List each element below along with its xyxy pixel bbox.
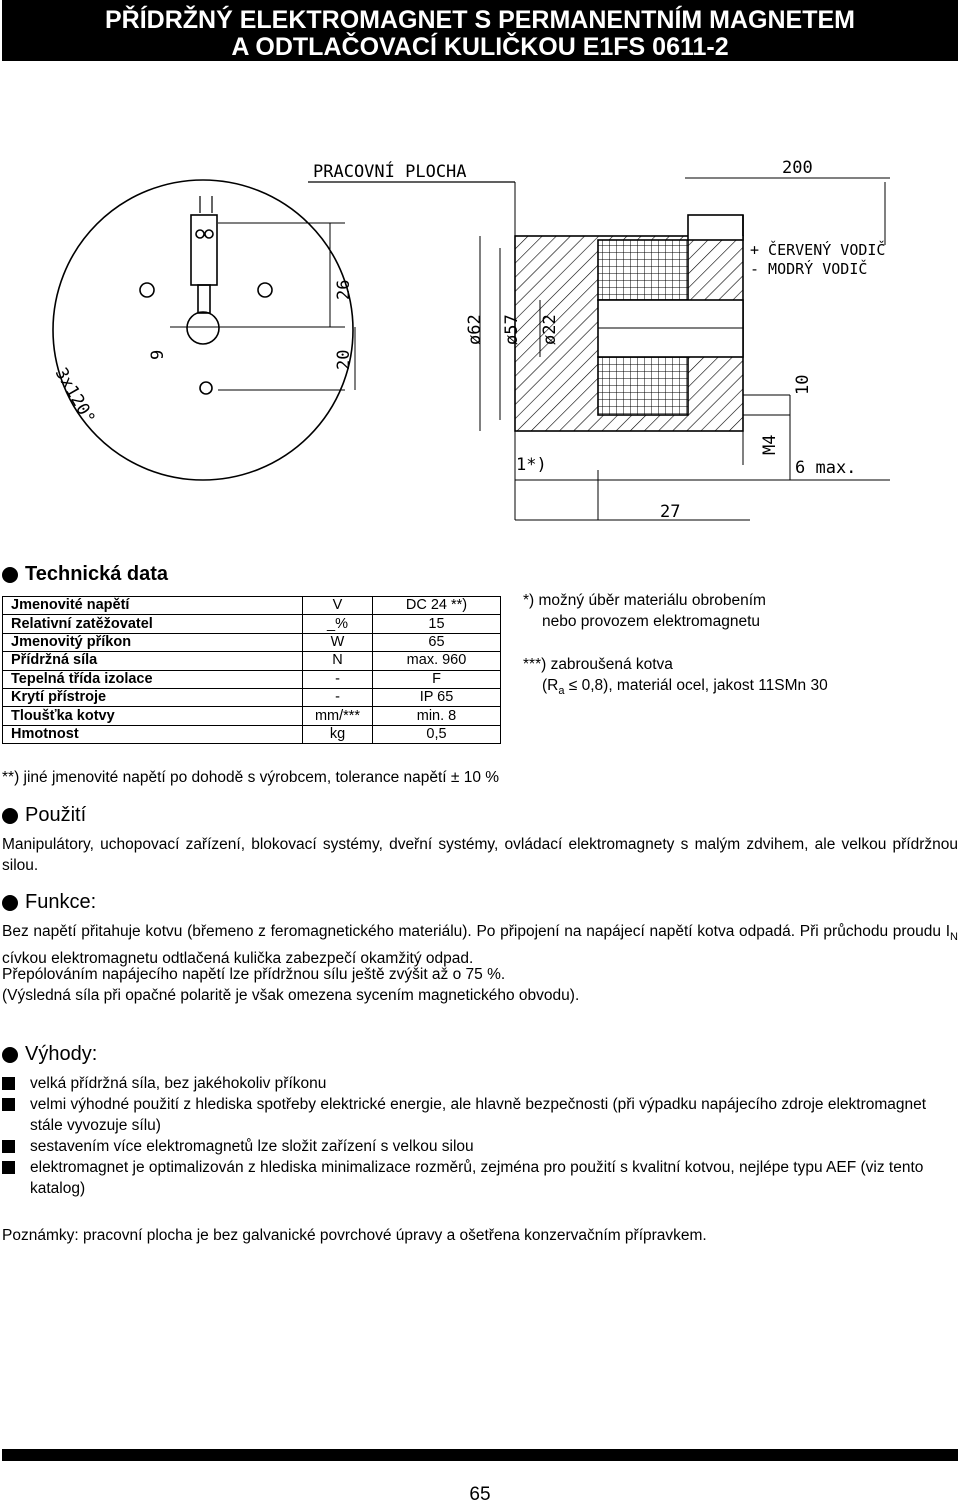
dim-d62: ø62	[465, 314, 485, 345]
note-star3-post: ≤ 0,8), materiál ocel, jakost 11SMn 30	[564, 677, 828, 694]
funkce-p1-b: cívkou elektromagnetu odtlačená kulička zabezpečí okamžitý odpad.	[2, 950, 474, 968]
funkce-paragraph-1	[2, 921, 958, 969]
cell-unit: mm/***	[303, 707, 373, 725]
list-item-text: velká přídržná síla, bez jakéhokoliv příkonu	[30, 1075, 327, 1092]
table-row	[3, 615, 501, 633]
dim-angle: 3x120°	[50, 364, 99, 428]
page-number: 65	[469, 1484, 491, 1505]
terminal-block	[191, 215, 217, 285]
dim-6max: 6 max.	[795, 458, 857, 478]
note-star3	[523, 654, 828, 702]
cell-value: 65	[373, 633, 501, 651]
cell-value: 15	[373, 615, 501, 633]
section-pouziti	[0, 804, 86, 827]
bullet-icon	[2, 567, 18, 583]
square-bullet-icon	[2, 1098, 15, 1111]
mount-hole-left	[140, 283, 154, 297]
table-row	[3, 652, 501, 670]
note-star3-sub: a	[558, 685, 565, 698]
section-technical-data	[0, 563, 168, 586]
cell-unit: N	[303, 652, 373, 670]
cell-value: DC 24 **)	[373, 597, 501, 615]
note-star1-line2: nebo provozem elektromagnetu	[542, 613, 760, 630]
funkce-paragraph-2: Přepólováním napájecího napětí lze přídržnou sílu ještě zvýšit až o 75 %.	[2, 966, 506, 983]
funkce-paragraph-3: (Výsledná síla při opačné polaritě je však omezena sycením magnetického obvodu).	[2, 987, 580, 1004]
cell-value: min. 8	[373, 707, 501, 725]
cell-name: Krytí přístroje	[3, 688, 303, 706]
cell-name: Jmenovité napětí	[3, 597, 303, 615]
cell-name: Tepelná třída izolace	[3, 670, 303, 688]
note-star3-line2	[523, 675, 828, 702]
cell-name: Relativní zatěžovatel	[3, 615, 303, 633]
section-pouziti-title: Použití	[25, 804, 87, 826]
square-bullet-icon	[2, 1140, 15, 1153]
table-row	[3, 688, 501, 706]
header-title-line2: A ODTLAČOVACÍ KULIČKOU E1FS 0611-2	[231, 33, 729, 61]
note-star2: **) jiné jmenovité napětí po dohodě s výrobcem, tolerance napětí ± 10 %	[2, 769, 500, 786]
pouziti-text: Manipulátory, uchopovací zařízení, blokovací systémy, dveřní systémy, ovládací elektromagnety s malým zdvihem, ale velkou přídržnou silou.	[2, 836, 958, 874]
label-work-surface: PRACOVNÍ PLOCHA	[313, 162, 467, 182]
table-row	[3, 707, 501, 725]
cell-unit: V	[303, 597, 373, 615]
cell-name: Přídržná síla	[3, 652, 303, 670]
cell-name: Hmotnost	[3, 725, 303, 743]
poznamky-note: Poznámky: pracovní plocha je bez galvanické povrchové úpravy a ošetřena konzervačním přípravkem.	[2, 1227, 707, 1244]
technical-drawing	[0, 140, 960, 530]
section-funkce	[0, 891, 96, 914]
funkce-p1-a: Bez napětí přitahuje kotvu (břemeno z feromagnetického materiálu). Po připojení na napájecí napětí kotva odpadá. Při průchodu proudu I	[2, 923, 951, 940]
cell-unit: -	[303, 670, 373, 688]
label-note1: 1*)	[516, 455, 547, 475]
header-title-line1: PŘÍDRŽNÝ ELEKTROMAGNET S PERMANENTNÍM MAGNETEM	[105, 6, 855, 34]
label-blue-wire: - MODRÝ VODIČ	[750, 260, 868, 278]
note-star3-line1: ***) zabroušená kotva	[523, 656, 673, 673]
section-vyhody	[0, 1043, 97, 1066]
center-hole	[187, 312, 219, 344]
cell-unit: kg	[303, 725, 373, 743]
cell-unit: -	[303, 688, 373, 706]
cell-value: 0,5	[373, 725, 501, 743]
cell-unit: _%	[303, 615, 373, 633]
section-vyhody-title: Výhody:	[25, 1043, 98, 1065]
dim-20: 20	[334, 349, 354, 370]
cell-name: Tloušťka kotvy	[3, 707, 303, 725]
square-bullet-icon	[2, 1161, 15, 1174]
bullet-icon	[2, 895, 18, 911]
page-header	[2, 0, 958, 61]
label-m4: M4	[760, 434, 780, 455]
cell-value: max. 960	[373, 652, 501, 670]
dim-9: 9	[148, 349, 168, 360]
cell-unit: W	[303, 633, 373, 651]
list-item	[2, 1073, 952, 1094]
section-technical-data-title: Technická data	[25, 563, 169, 585]
table-row	[3, 725, 501, 743]
label-red-wire: + ČERVENÝ VODIČ	[750, 241, 886, 259]
table-row	[3, 670, 501, 688]
note-star1-line1: *) možný úběr materiálu obrobením	[523, 592, 766, 609]
note-star1	[523, 590, 766, 632]
technical-data-table	[2, 596, 501, 744]
dim-d57: ø57	[502, 314, 522, 345]
square-bullet-icon	[2, 1077, 15, 1090]
list-item-text: sestavením více elektromagnetů lze složit zařízení s velkou silou	[30, 1138, 474, 1155]
cell-value: IP 65	[373, 688, 501, 706]
mount-hole-right	[258, 283, 272, 297]
section-funkce-title: Funkce:	[25, 891, 97, 913]
dim-27: 27	[660, 502, 681, 522]
table-row	[3, 597, 501, 615]
footer-bar	[2, 1449, 958, 1461]
dim-d22: ø22	[540, 314, 560, 345]
list-item-text: elektromagnet je optimalizován z hlediska minimalizace rozměrů, zejména pro použití s kvalitní kotvou, nejlépe typu AEF (viz tento katalog)	[30, 1159, 924, 1197]
mount-hole-bottom	[200, 382, 212, 394]
dim-26: 26	[334, 279, 354, 300]
list-item	[2, 1157, 952, 1199]
list-item	[2, 1136, 952, 1157]
dim-200: 200	[782, 158, 813, 178]
dim-10: 10	[793, 374, 813, 395]
list-item	[2, 1094, 952, 1136]
funkce-p1-sub: N	[950, 931, 958, 944]
bullet-icon	[2, 1047, 18, 1063]
front-view-circle	[50, 180, 353, 480]
note-star3-pre: (R	[542, 677, 559, 694]
cell-name: Jmenovitý příkon	[3, 633, 303, 651]
cell-value: F	[373, 670, 501, 688]
table-row	[3, 633, 501, 651]
bullet-icon	[2, 808, 18, 824]
list-item-text: velmi výhodné použití z hlediska spotřeby elektrické energie, ale hlavně bezpečnosti (při výpadku napájecího zdroje elektromagnet stále vyvozuje sílu)	[30, 1096, 927, 1134]
advantages-list	[2, 1073, 952, 1199]
